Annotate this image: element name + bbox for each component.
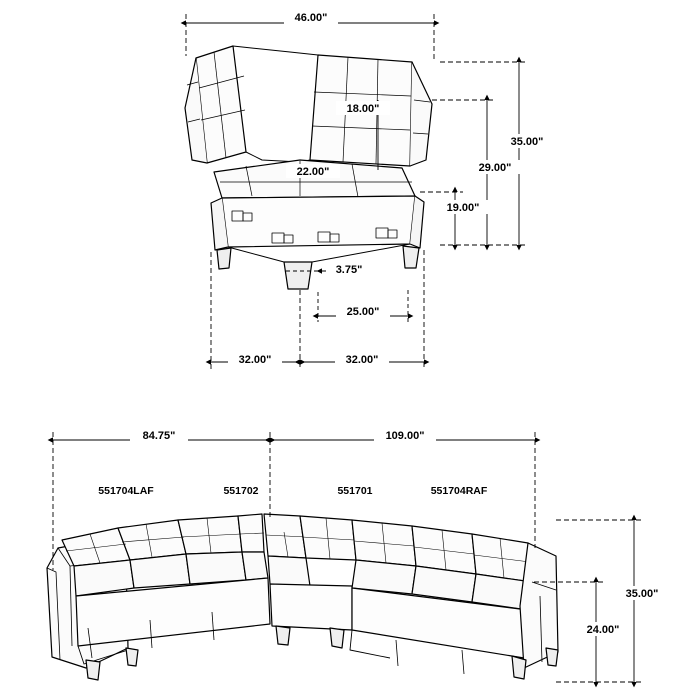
dim-seat-depth: 22.00"	[296, 166, 330, 178]
dim-back-cushion-height: 18.00"	[346, 103, 380, 115]
dim-leg-height: 3.75"	[335, 264, 363, 276]
dim-back-height: 29.00"	[478, 162, 512, 174]
dim-seat-width: 25.00"	[346, 306, 380, 318]
dim-assembly-overall-height: 35.00"	[625, 588, 659, 600]
part-label-551704laf: 551704LAF	[98, 485, 154, 497]
sectional-assembly-illustration	[47, 514, 558, 680]
dim-overall-height: 35.00"	[510, 136, 544, 148]
dim-left-base-width: 32.00"	[238, 354, 272, 366]
dim-width-overall: 46.00"	[294, 12, 328, 24]
dim-left-span: 84.75"	[142, 430, 176, 442]
part-label-551704raf: 551704RAF	[430, 485, 488, 497]
dim-assembly-back-height: 24.00"	[586, 624, 620, 636]
part-label-551702: 551702	[223, 485, 259, 497]
dim-right-base-width: 32.00"	[345, 354, 379, 366]
part-number-labels	[98, 485, 488, 497]
dim-seat-height: 19.00"	[446, 202, 480, 214]
dim-right-span: 109.00"	[385, 430, 425, 442]
part-label-551701: 551701	[337, 485, 373, 497]
